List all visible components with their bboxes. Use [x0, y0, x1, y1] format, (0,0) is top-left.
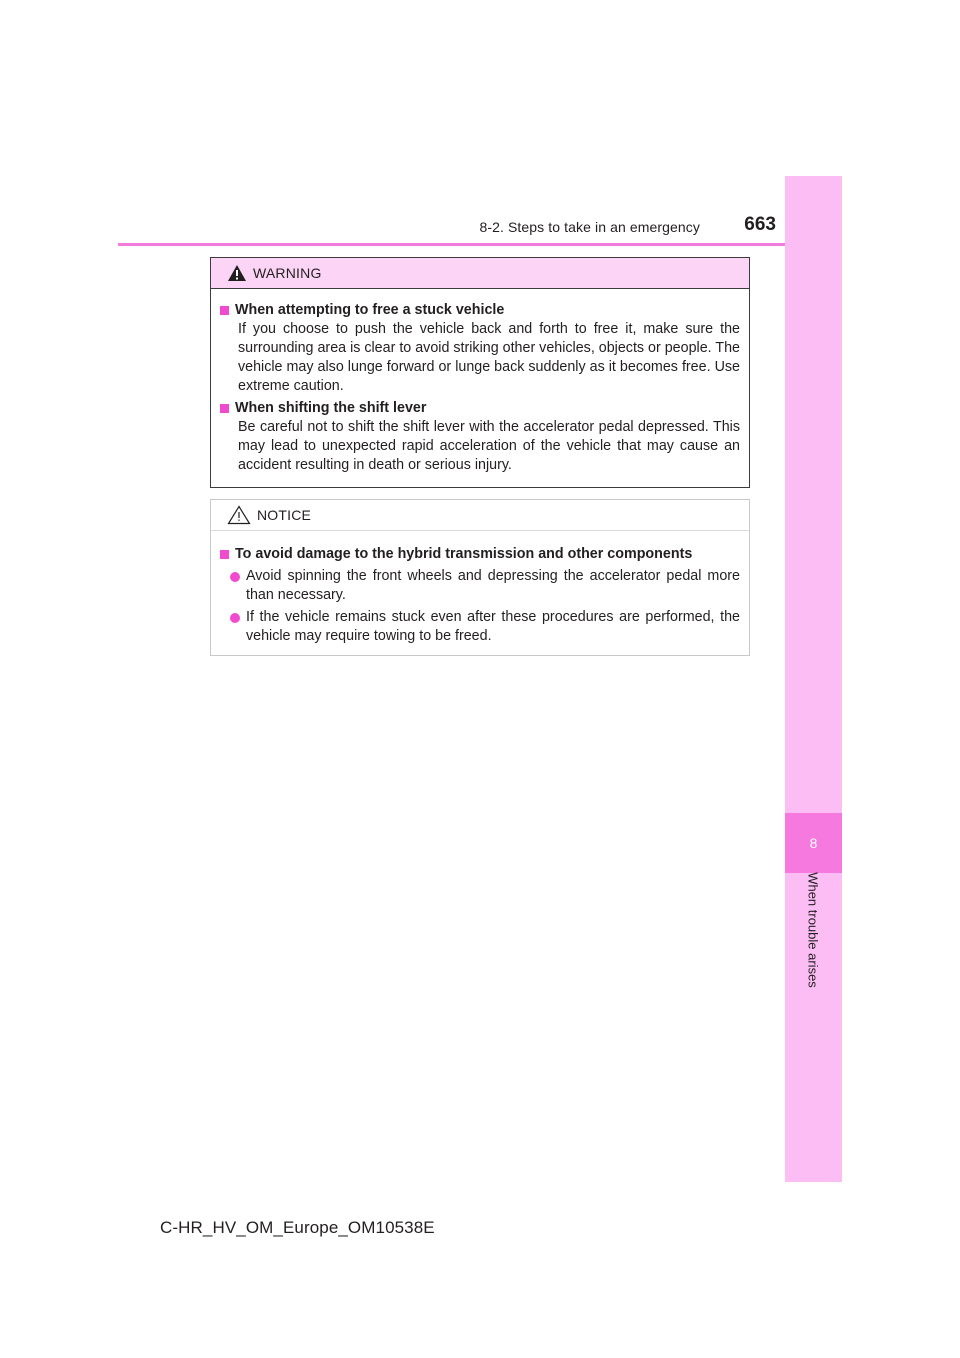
warning-box — [210, 257, 750, 488]
notice-heading: NOTICE — [257, 507, 312, 523]
notice-bullet — [230, 567, 740, 605]
round-bullet-icon — [230, 613, 240, 623]
square-bullet-icon — [220, 306, 229, 315]
chapter-title: When trouble arises — [805, 872, 821, 988]
chapter-number-block — [785, 813, 842, 873]
chapter-side-tab — [785, 176, 842, 1182]
warning-item-title — [220, 399, 740, 418]
warning-header — [211, 258, 749, 289]
caution-triangle-icon — [227, 505, 251, 525]
header-rule — [118, 243, 842, 246]
warning-triangle-icon — [227, 264, 247, 282]
notice-title-text: To avoid damage to the hybrid transmission and other components — [235, 546, 693, 562]
warning-item-title — [220, 301, 740, 320]
notice-header — [211, 500, 749, 531]
notice-title — [220, 545, 740, 564]
warning-item-title-text: When shifting the shift lever — [235, 400, 427, 416]
chapter-number: 8 — [809, 835, 818, 851]
square-bullet-icon — [220, 550, 229, 559]
notice-box — [210, 499, 750, 656]
section-title: 8-2. Steps to take in an emergency — [479, 219, 700, 235]
warning-heading: WARNING — [253, 265, 322, 281]
notice-bullet-text: Avoid spinning the front wheels and depressing the accelerator pedal more than necessary. — [246, 568, 740, 603]
round-bullet-icon — [230, 572, 240, 582]
warning-item-text: If you choose to push the vehicle back and forth to free it, make sure the surrounding area is clear to avoid striking other vehicles, objects or people. The vehicle may also lunge forward or lunge back suddenly as it becomes free. Use extreme caution. — [238, 321, 740, 394]
notice-bullet-text: If the vehicle remains stuck even after these procedures are performed, the vehicle may require towing to be freed. — [246, 609, 740, 644]
document-code: C-HR_HV_OM_Europe_OM10538E — [160, 1218, 435, 1237]
notice-bullet — [230, 608, 740, 646]
page-number: 663 — [744, 214, 776, 235]
warning-item-text: Be careful not to shift the shift lever with the accelerator pedal depressed. This may lead to unexpected rapid acceleration of the vehicle that may cause an accident resulting in death or serious injury. — [238, 419, 740, 473]
warning-item-title-text: When attempting to free a stuck vehicle — [235, 302, 505, 318]
square-bullet-icon — [220, 404, 229, 413]
